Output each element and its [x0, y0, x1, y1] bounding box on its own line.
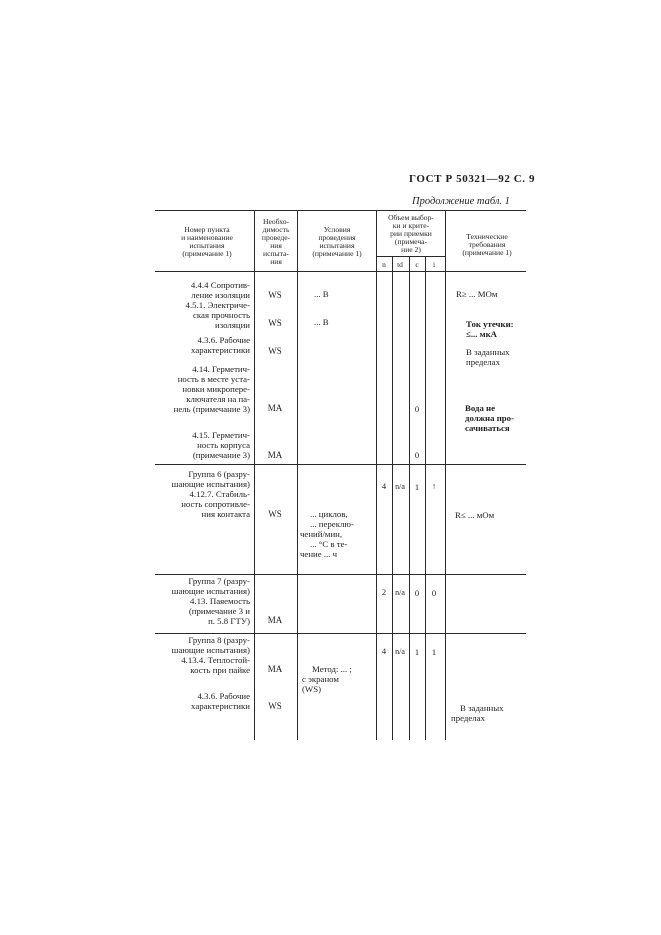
group8-top-rule [155, 633, 526, 634]
page-header: ГОСТ Р 50321—92 С. 9 [409, 173, 536, 185]
group7-top-rule [155, 574, 526, 575]
table-continuation-label: Продолжение табл. 1 [412, 196, 510, 207]
subheader-c: c [415, 260, 419, 269]
col-divider-2 [297, 210, 298, 740]
table-top-rule [155, 210, 526, 211]
col-divider-4 [445, 210, 446, 740]
subheader-n: n [382, 260, 386, 269]
col-divider-c [425, 256, 426, 740]
group6-top-rule [155, 464, 526, 465]
col-divider-n [392, 256, 393, 740]
col-divider-td [409, 256, 410, 740]
subheader-td: td [397, 260, 403, 269]
col-divider-3 [376, 210, 377, 740]
subheader-rule [376, 256, 445, 257]
subheader-i: i [432, 260, 436, 269]
table-header-rule [155, 271, 526, 272]
